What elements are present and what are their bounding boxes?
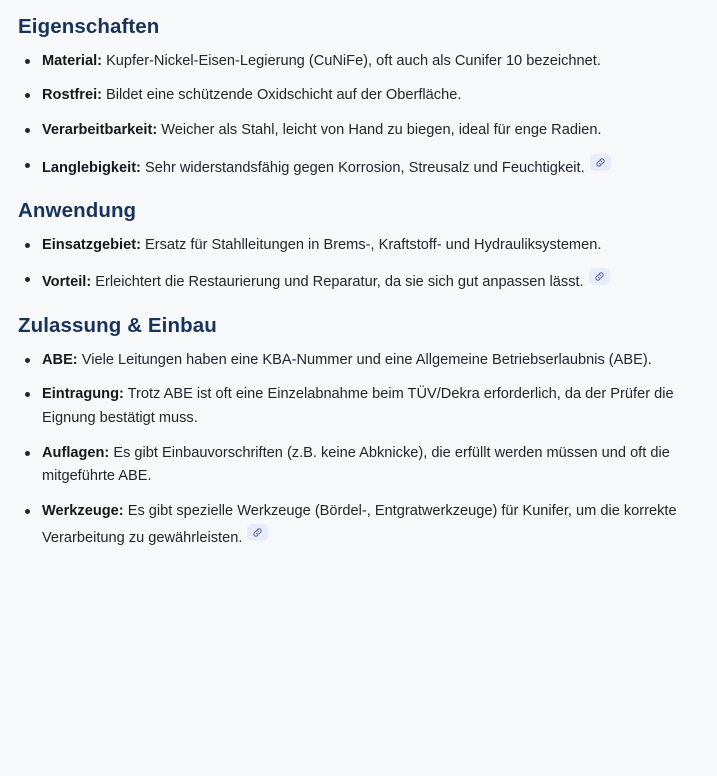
list-item	[18, 500, 699, 550]
list-item-text: Trotz ABE ist oft eine Einzelabnahme beim TÜV/Dekra erforderlich, da der Prüfer die Eignung bestätigt muss.	[42, 386, 674, 426]
list-item	[18, 349, 699, 373]
section-heading: Anwendung	[18, 199, 137, 223]
list-item-text: Es gibt Einbauvorschriften (z.B. keine Abknicke), die erfüllt werden müssen und oft die mitgeführte ABE.	[42, 444, 670, 485]
list-item-text: Bildet eine schützende Oxidschicht auf der Oberfläche.	[102, 87, 462, 104]
section-anwendung	[18, 198, 699, 295]
list-item-text: Viele Leitungen haben eine KBA-Nummer und eine Allgemeine Betriebserlaubnis (ABE).	[77, 351, 652, 368]
section-zulassung-einbau	[18, 313, 699, 550]
list-item	[18, 50, 699, 74]
list-item-term: Eintragung:	[42, 386, 124, 403]
list-item-text: Sehr widerstandsfähig gegen Korrosion, Streusalz und Feuchtigkeit.	[140, 159, 585, 176]
section-eigenschaften	[18, 14, 699, 180]
list-item	[18, 84, 699, 108]
list-item-term: Material:	[42, 52, 103, 69]
list-item	[18, 154, 699, 181]
list-item-text: Kupfer-Nickel-Eisen-Legierung (CuNiFe), oft auch als Cunifer 10 bezeichnet.	[102, 52, 601, 69]
bullet-list	[18, 349, 699, 550]
link-icon[interactable]	[590, 154, 611, 171]
list-item-term: Rostfrei:	[42, 87, 102, 104]
list-item	[18, 119, 699, 143]
list-item-term: ABE:	[42, 351, 78, 368]
section-heading: Zulassung & Einbau	[18, 314, 217, 338]
bullet-list	[18, 50, 699, 181]
link-icon[interactable]	[247, 524, 268, 541]
list-item	[18, 268, 699, 295]
list-item-text: Erleichtert die Restaurierung und Reparatur, da sie sich gut anpassen lässt.	[91, 274, 584, 291]
list-item-text: Ersatz für Stahlleitungen in Brems-, Kraftstoff- und Hydrauliksystemen.	[140, 236, 602, 253]
bullet-list	[18, 234, 699, 295]
list-item-term: Auflagen:	[42, 444, 110, 461]
section-heading: Eigenschaften	[18, 15, 160, 38]
list-item-term: Vorteil:	[42, 274, 92, 291]
link-icon[interactable]	[589, 268, 610, 285]
list-item	[18, 383, 699, 430]
list-item	[18, 442, 699, 489]
list-item-term: Verarbeitbarkeit:	[42, 121, 158, 138]
list-item-term: Langlebigkeit:	[42, 159, 141, 176]
list-item-term: Werkzeuge:	[42, 502, 124, 519]
list-item-term: Einsatzgebiet:	[42, 236, 141, 253]
list-item-text: Es gibt spezielle Werkzeuge (Bördel-, Entgratwerkzeuge) für Kunifer, um die korrekte Verarbeitung zu gewährleisten.	[42, 502, 677, 546]
list-item	[18, 234, 699, 258]
list-item-text: Weicher als Stahl, leicht von Hand zu biegen, ideal für enge Radien.	[157, 121, 602, 138]
